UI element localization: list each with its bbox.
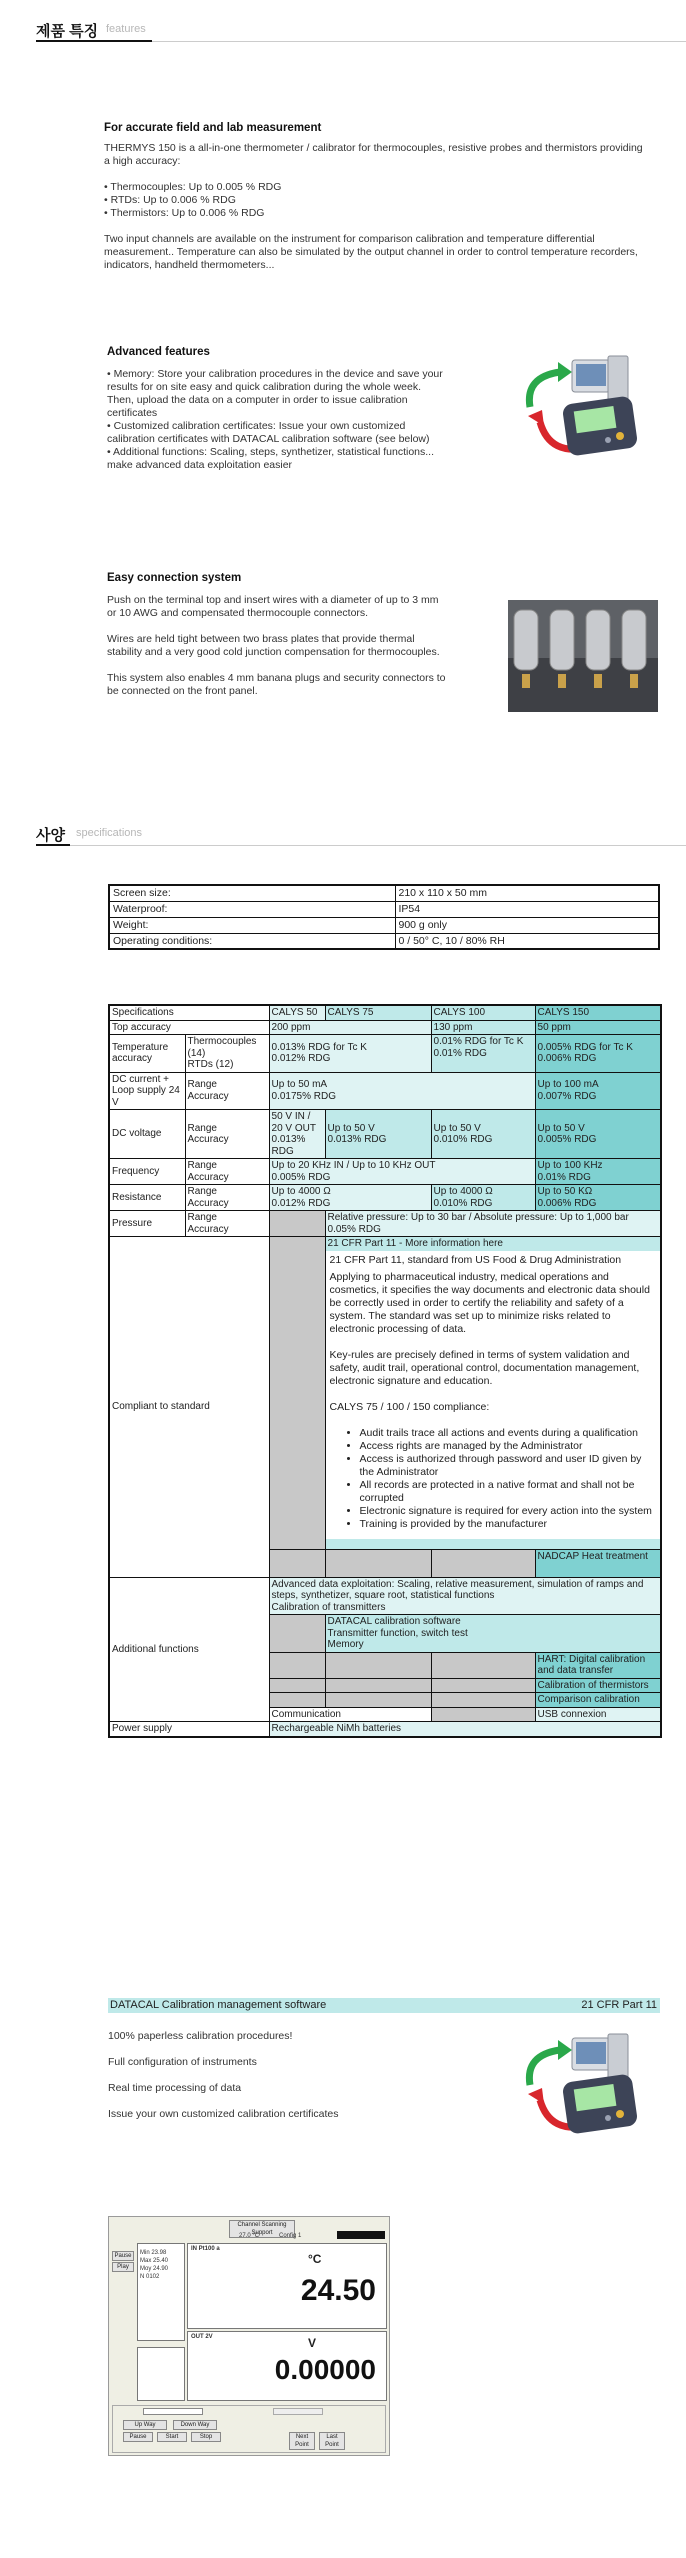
datacal-feature-list	[108, 2030, 468, 2134]
cell: Comparison calibration	[535, 1693, 661, 1708]
intro-bullet: • Thermocouples: Up to 0.005 % RDG	[104, 181, 282, 193]
cell: Relative pressure: Up to 30 bar / Absolute pressure: Up to 1,000 bar	[327, 1212, 629, 1223]
status-left: 27.0 °C	[239, 2233, 260, 2239]
temp-value: 24.50	[300, 2274, 376, 2307]
row-label: DC current + Loop supply 24 V	[109, 1072, 185, 1110]
empty-cell	[431, 1707, 535, 1722]
last-point-button[interactable]: Last Point	[319, 2432, 345, 2450]
datacal-title: DATACAL Calibration management software	[110, 1999, 327, 2011]
cell: 0.005% RDG	[537, 1134, 597, 1145]
table-row	[109, 885, 659, 901]
advanced-bullet: • Customized calibration certificates: Issue your own customized calibration certificates with DATACAL calibration software (see below)	[107, 420, 430, 445]
intro-bullet: • RTDs: Up to 0.006 % RDG	[104, 194, 236, 206]
table-row	[109, 1072, 661, 1110]
specs-title-ko: 사양	[36, 827, 65, 844]
cell: 200 ppm	[269, 1020, 431, 1035]
row-label: Temperature accuracy	[109, 1035, 185, 1073]
specs-title-en: specifications	[76, 827, 143, 839]
cfr-bullet: • All records are protected in a native format and shall not be corrupted	[360, 1479, 657, 1505]
header-specifications: Specifications	[109, 1005, 269, 1020]
volt-value: 0.00000	[274, 2354, 376, 2385]
cell: DATACAL calibration software	[327, 1616, 461, 1627]
empty-cell	[325, 1549, 431, 1577]
cell: 0.005% RDG for Tc K	[537, 1041, 633, 1053]
mode-select[interactable]	[143, 2408, 203, 2415]
datacal-software-screenshot	[108, 2216, 390, 2456]
intro-paragraph-2: Two input channels are available on the instrument for comparison calibration and temperature differential measurement.. Temperature can also be simulated by the output channel in order to control temperature recorders, indicators, handheld thermometers...	[104, 233, 638, 271]
advanced-bullet: • Additional functions: Scaling, steps, synthetizer, statistical functions... make advanced data exploitation easier	[107, 446, 435, 471]
model-comparison-table	[108, 1004, 662, 1738]
cell: Transmitter function, switch test	[327, 1627, 468, 1639]
header-calys-75: CALYS 75	[325, 1005, 431, 1020]
spec-label: Waterproof:	[109, 901, 395, 917]
cell: Advanced data exploitation: Scaling, relative measurement, simulation of ramps and steps, synthetizer, square root, statistical functions	[271, 1578, 644, 1601]
up-way-button[interactable]: Up Way	[123, 2420, 167, 2430]
table-row	[109, 1185, 661, 1211]
stat-min: Min 23.98	[140, 2250, 167, 2256]
empty-cell	[269, 1678, 325, 1693]
datacal-cfr-tag: 21 CFR Part 11	[581, 1999, 657, 2011]
pause-ctrl-button[interactable]: Pause	[123, 2432, 153, 2442]
intro-bullet: • Thermistors: Up to 0.006 % RDG	[104, 207, 265, 219]
spec-value: 0 / 50° C, 10 / 80% RH	[395, 933, 659, 949]
features-section-header	[36, 20, 686, 42]
pause-button[interactable]: Pause	[112, 2251, 134, 2261]
cfr-bullet: • Access rights are managed by the Administrator	[360, 1440, 657, 1453]
cell: NADCAP Heat treatment	[535, 1549, 661, 1577]
cfr-paragraph: Key-rules are precisely defined in terms of system validation and safety, audit trail, operational control, documentation management, electronic signature and education.	[329, 1348, 640, 1387]
header-calys-150: CALYS 150	[535, 1005, 661, 1020]
datacal-line: 100% paperless calibration procedures!	[108, 2030, 293, 2042]
stats-panel	[137, 2243, 185, 2341]
cell: Rechargeable NiMh batteries	[269, 1722, 661, 1737]
calibrator-computer-illustration	[510, 352, 650, 462]
easy-connection-block	[107, 572, 447, 711]
cfr-bullet: • Audit trails trace all actions and events during a qualification	[360, 1427, 657, 1440]
cell: Up to 20 KHz IN / Up to 10 KHz OUT	[271, 1160, 436, 1171]
cell: 0.012% RDG	[271, 1053, 331, 1065]
row-label: Communication	[269, 1707, 431, 1722]
side-panel	[137, 2347, 185, 2401]
cfr-bullet: • Electronic signature is required for every action into the system	[360, 1505, 657, 1518]
cell: 0.010% RDG	[433, 1134, 493, 1145]
section-underline	[36, 40, 152, 42]
sub-label: Range	[187, 1079, 217, 1091]
cell: 0.05% RDG	[327, 1223, 381, 1235]
section-rule	[152, 41, 686, 42]
temperature-display-panel	[187, 2243, 387, 2329]
row-label: Power supply	[109, 1722, 269, 1737]
sub-label: Accuracy	[187, 1223, 229, 1235]
cell: 0.013% RDG for Tc K	[271, 1041, 367, 1053]
row-label: Pressure	[109, 1211, 185, 1237]
empty-cell	[431, 1693, 535, 1708]
empty-cell	[325, 1693, 431, 1708]
empty-cell	[269, 1693, 325, 1708]
easy-heading: Easy connection system	[107, 572, 242, 584]
empty-cell	[431, 1652, 535, 1678]
cell: 50 V IN / 20 V OUT	[271, 1111, 316, 1134]
cell: 0.006% RDG	[537, 1053, 597, 1065]
stat-max: Max 25.40	[140, 2258, 169, 2264]
empty-cell	[269, 1615, 325, 1653]
empty-cell	[269, 1211, 325, 1237]
sub-label: Accuracy	[187, 1090, 229, 1102]
features-title-ko: 제품 특징	[36, 23, 99, 40]
cfr-more-info-link[interactable]: 21 CFR Part 11 - More information here	[327, 1238, 503, 1249]
cell: Up to 50 mA	[271, 1079, 328, 1091]
sub-label: Accuracy	[187, 1171, 229, 1183]
spec-value: 900 g only	[395, 917, 659, 933]
header-calys-50: CALYS 50	[269, 1005, 325, 1020]
advanced-bullet: • Memory: Store your calibration procedures in the device and save your results for on site easy and quick calibration during the whole week. Then, upload the data on a computer in order to issue calibration certificates	[107, 368, 443, 419]
cfr-bullet: • Training is provided by the manufacturer	[360, 1518, 657, 1531]
value-field[interactable]	[273, 2408, 323, 2415]
cell: 0.01% RDG for Tc K	[433, 1036, 524, 1047]
temp-unit: °C	[308, 2252, 322, 2266]
easy-paragraph-3: This system also enables 4 mm banana plugs and security connectors to be connected on the front panel.	[107, 672, 446, 697]
calibrator-computer-illustration	[510, 2030, 650, 2140]
table-row	[109, 1020, 661, 1035]
cell: Memory	[327, 1639, 364, 1650]
cell: 0.005% RDG	[271, 1171, 331, 1183]
control-area	[112, 2405, 386, 2453]
stat-avg: Moy 24.90	[140, 2266, 169, 2272]
empty-cell	[431, 1549, 535, 1577]
empty-cell	[325, 1652, 431, 1678]
spec-label: Screen size:	[109, 885, 395, 901]
sub-label: Range	[187, 1160, 217, 1171]
table-row	[109, 1035, 661, 1073]
table-row	[109, 917, 659, 933]
sub-label: RTDs (12)	[187, 1059, 234, 1070]
cfr-paragraph: 21 CFR Part 11, standard from US Food & Drug Administration	[329, 1253, 622, 1266]
row-label: Top accuracy	[109, 1020, 269, 1035]
table-row	[109, 901, 659, 917]
cell: 0.013% RDG	[327, 1134, 387, 1145]
row-label: Compliant to standard	[109, 1237, 269, 1578]
next-point-button[interactable]: Next Point	[289, 2432, 315, 2450]
volt-channel-label: OUT 2V	[191, 2334, 213, 2340]
header-calys-100: CALYS 100	[431, 1005, 535, 1020]
empty-cell	[431, 1678, 535, 1693]
cell: Up to 50 KΩ	[537, 1186, 593, 1197]
datacal-line: Real time processing of data	[108, 2082, 242, 2094]
table-row	[109, 1211, 661, 1237]
down-way-button[interactable]: Down Way	[173, 2420, 217, 2430]
spec-label: Weight:	[109, 917, 395, 933]
cell: Calibration of thermistors	[535, 1678, 661, 1693]
cell: USB connexion	[535, 1707, 661, 1722]
sub-label: Range	[187, 1186, 217, 1197]
play-button[interactable]: Play	[112, 2262, 134, 2272]
advanced-block	[107, 346, 447, 472]
section-rule	[70, 845, 686, 846]
cell: Up to 100 KHz	[537, 1160, 603, 1171]
easy-paragraph-1: Push on the terminal top and insert wires with a diameter of up to 3 mm or 10 AWG and compensated thermocouple connectors.	[107, 594, 439, 619]
empty-cell	[269, 1549, 325, 1577]
cell: 0.01% RDG	[537, 1171, 591, 1183]
cfr-bullet: • Access is authorized through password and user ID given by the Administrator	[360, 1453, 657, 1479]
cell: Up to 100 mA	[537, 1079, 599, 1091]
volt-unit: V	[308, 2336, 317, 2350]
sub-label: Range	[187, 1122, 217, 1134]
sub-label: Accuracy	[187, 1134, 229, 1145]
advanced-heading: Advanced features	[107, 346, 210, 358]
stop-button[interactable]: Stop	[191, 2432, 221, 2442]
cfr-paragraph: Applying to pharmaceutical industry, medical operations and cosmetics, it specifies the way documents and electronic data should be correctly used in order to certify the reliability and safety of a system. The standard was set up to minimize risks related to electronic processing of data.	[329, 1270, 650, 1335]
cell: Calibration of transmitters	[271, 1601, 386, 1613]
channel-scanning-button[interactable]: Channel Scanning Support	[229, 2220, 295, 2238]
table-row	[109, 1110, 661, 1159]
status-right: Config 1	[279, 2233, 302, 2239]
cell: HART: Digital calibration and data transfer	[535, 1652, 661, 1678]
row-label: DC voltage	[109, 1110, 185, 1159]
cell: 0.012% RDG	[271, 1197, 331, 1209]
datacal-header-bar	[108, 1998, 660, 2013]
cfr-paragraph: CALYS 75 / 100 / 150 compliance:	[329, 1400, 490, 1413]
cell: Up to 50 V	[433, 1122, 481, 1134]
cell: 0.010% RDG	[433, 1197, 493, 1209]
specs-section-header	[36, 824, 686, 846]
datacal-line: Issue your own customized calibration certificates	[108, 2108, 339, 2120]
status-bar	[337, 2231, 385, 2239]
empty-cell	[269, 1237, 325, 1550]
cell: Up to 50 V	[537, 1122, 585, 1134]
cell: 50 ppm	[535, 1020, 661, 1035]
table-row	[109, 933, 659, 949]
empty-cell	[325, 1678, 431, 1693]
cell: Up to 4000 Ω	[271, 1186, 331, 1197]
cell: Up to 4000 Ω	[433, 1186, 493, 1197]
cell: 0.013% RDG	[271, 1134, 306, 1157]
cell: 0.007% RDG	[537, 1090, 597, 1102]
sub-label: Accuracy	[187, 1197, 229, 1209]
general-specs-table	[108, 884, 660, 950]
cell: 0.01% RDG	[433, 1047, 487, 1059]
row-label: Resistance	[109, 1185, 185, 1211]
voltage-display-panel	[187, 2331, 387, 2401]
cell: 130 ppm	[431, 1020, 535, 1035]
intro-heading: For accurate field and lab measurement	[104, 122, 322, 134]
row-label: Additional functions	[109, 1577, 269, 1722]
cell: 0.006% RDG	[537, 1197, 597, 1209]
sub-label: Thermocouples (14)	[187, 1036, 257, 1059]
section-underline	[36, 844, 70, 846]
table-header-row	[109, 1005, 661, 1020]
spec-value: 210 x 110 x 50 mm	[395, 885, 659, 901]
row-label: Frequency	[109, 1159, 185, 1185]
sub-label: Range	[187, 1212, 217, 1223]
spec-label: Operating conditions:	[109, 933, 395, 949]
table-row	[109, 1237, 661, 1550]
cell: 0.0175% RDG	[271, 1090, 336, 1102]
cell: Up to 50 V	[327, 1122, 375, 1134]
terminal-connectors-photo	[508, 600, 658, 712]
spec-value: IP54	[395, 901, 659, 917]
start-button[interactable]: Start	[157, 2432, 187, 2442]
temp-channel-label: IN Pt100 a	[191, 2246, 220, 2252]
features-title-en: features	[106, 23, 146, 35]
intro-paragraph-1: THERMYS 150 is a all-in-one thermometer / calibrator for thermocouples, resistive probes and thermistors providing a high accuracy:	[104, 142, 643, 167]
easy-paragraph-2: Wires are held tight between two brass plates that provide thermal stability and a very good cold junction compensation for thermocouples.	[107, 633, 440, 658]
stat-n: N 0102	[140, 2274, 160, 2280]
table-row	[109, 1159, 661, 1185]
table-row	[109, 1722, 661, 1737]
datacal-line: Full configuration of instruments	[108, 2056, 257, 2068]
intro-block	[104, 122, 644, 285]
empty-cell	[269, 1652, 325, 1678]
table-row	[109, 1577, 661, 1615]
